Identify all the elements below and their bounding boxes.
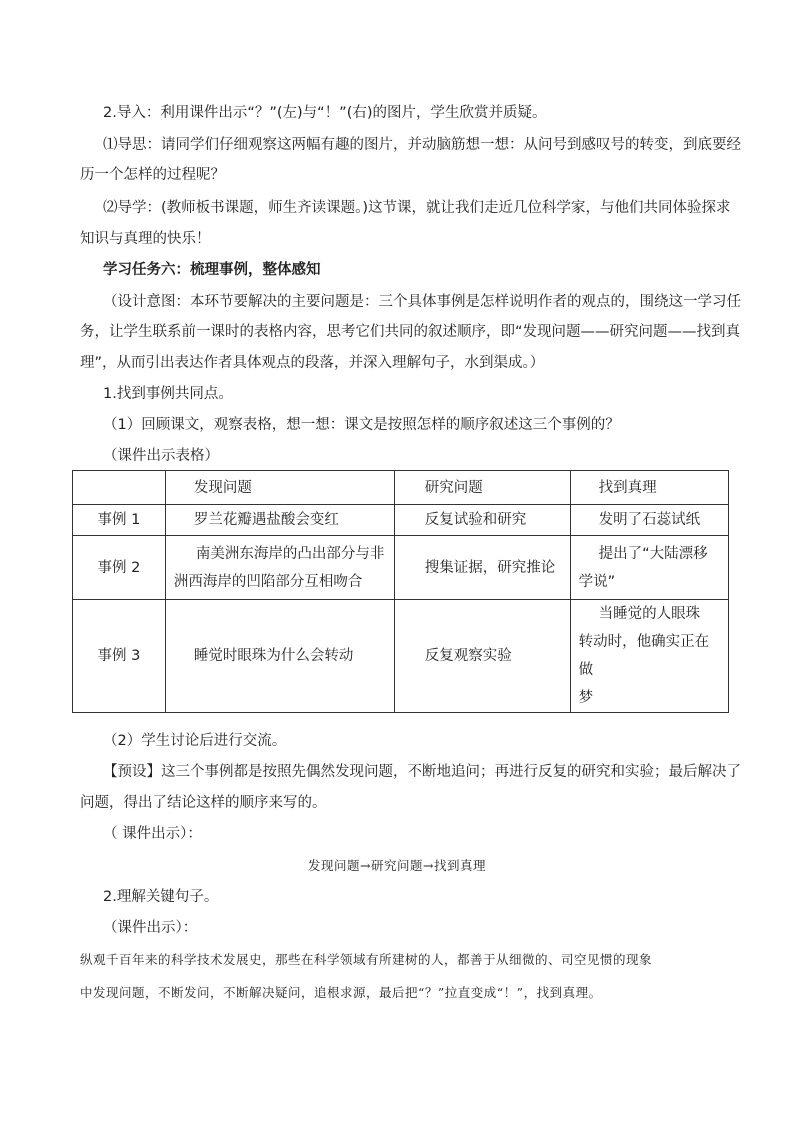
research-cell: 反复试验和研究 <box>394 505 570 536</box>
guide-think-line2: 历一个怎样的过程呢？ <box>80 167 225 183</box>
table-header-cell <box>73 471 166 505</box>
discover-cell <box>165 536 394 600</box>
design-intent-line3: 理”，从而引出表达作者具体观点的段落，并深入理解句子，水到渠成。） <box>80 355 545 371</box>
design-intent-line2: 务，让学生联系前一课时的表格内容，思考它们共同的叙述顺序，即“发现问题——研究问题——找到真 <box>80 324 741 340</box>
cell-text: 发明了石蕊试纸 <box>598 512 701 528</box>
design-intent-line1: （设计意图：本环节要解决的主要问题是：三个具体事例是怎样说明作者的观点的，围绕这一学习任 <box>103 294 741 310</box>
guide-learn-line2: 知识与真理的快乐！ <box>80 231 211 247</box>
question-two: （2）学生讨论后进行交流。 <box>103 733 287 749</box>
step-one: 1.找到事例共同点。 <box>103 386 233 402</box>
cell-text: 转动时，他确实正在做 <box>578 634 710 678</box>
key-sentence-line1: 纵观千百年来的科学技术发展史，那些在科学领域有所建树的人，都善于从细微的、司空见惯的现象 <box>80 952 653 967</box>
cell-text: 梦 <box>578 690 594 706</box>
table-row <box>73 600 729 713</box>
task-title: 学习任务六：梳理事例，整体感知 <box>103 262 321 278</box>
guide-learn-line1: ⑵导学：(教师板书课题，师生齐读课题。)这节课，就让我们走近几位科学家，与他们共同体验探求 <box>103 200 731 216</box>
discover-cell <box>165 600 394 713</box>
table-header-cell: 发现问题 <box>165 471 394 505</box>
research-cell: 搜集证据，研究推论 <box>394 536 570 600</box>
discover-cell <box>165 505 394 536</box>
research-cell: 反复观察实验 <box>394 600 570 713</box>
guide-think-line1: ⑴导思：请同学们仔细观察这两幅有趣的图片，并动脑筋想一想：从问号到感叹号的转变，到底要经 <box>103 137 741 153</box>
intro-step: 2.导入：利用课件出示“？”(左)与“！”(右)的图片，学生欣赏并质疑。 <box>103 105 547 121</box>
truth-cell <box>570 600 728 713</box>
case-table <box>72 470 729 713</box>
truth-cell <box>570 536 728 600</box>
row-label: 事例 1 <box>73 505 166 536</box>
preset-line2: 问题，得出了结论这样的顺序来写的。 <box>80 795 327 811</box>
truth-cell <box>570 505 728 536</box>
table-header-cell: 研究问题 <box>394 471 570 505</box>
row-label: 事例 3 <box>73 600 166 713</box>
question-one: （1）回顾课文，观察表格，想一想：课文是按照怎样的顺序叙述这三个事例的？ <box>103 417 620 433</box>
cell-text: 睡觉时眼珠为什么会转动 <box>193 648 354 664</box>
cell-text: 学说” <box>578 573 616 590</box>
table-row <box>73 536 729 600</box>
table-header-row <box>73 471 729 505</box>
cell-text: 洲西海岸的凹陷部分互相吻合 <box>173 573 363 590</box>
show-table-note: （课件出示表格） <box>103 448 219 464</box>
row-label: 事例 2 <box>73 536 166 600</box>
key-sentence-line2: 中发现问题，不断发问，不断解决疑问，追根求源，最后把“？”拉直变成“！”，找到真理。 <box>80 985 602 1000</box>
flow-diagram-text: 发现问题→研究问题→找到真理 <box>308 858 486 873</box>
cell-text: 南美洲东海岸的凸出部分与非 <box>195 545 385 562</box>
cell-text: 当睡觉的人眼珠 <box>598 606 701 622</box>
courseware-show-note: （课件出示）： <box>103 920 198 936</box>
cell-text: 提出了“大陆漂移 <box>598 545 708 562</box>
cell-text: 罗兰花瓣遇盐酸会变红 <box>193 512 339 528</box>
table-row <box>73 505 729 536</box>
table-header-cell: 找到真理 <box>570 471 728 505</box>
step-two: 2.理解关键句子。 <box>103 889 219 905</box>
preset-line1: 【预设】这三个事例都是按照先偶然发现问题，不断地追问；再进行反复的研究和实验；最后解决了 <box>103 764 741 780</box>
courseware-show-note: （ 课件出示）： <box>103 826 202 842</box>
